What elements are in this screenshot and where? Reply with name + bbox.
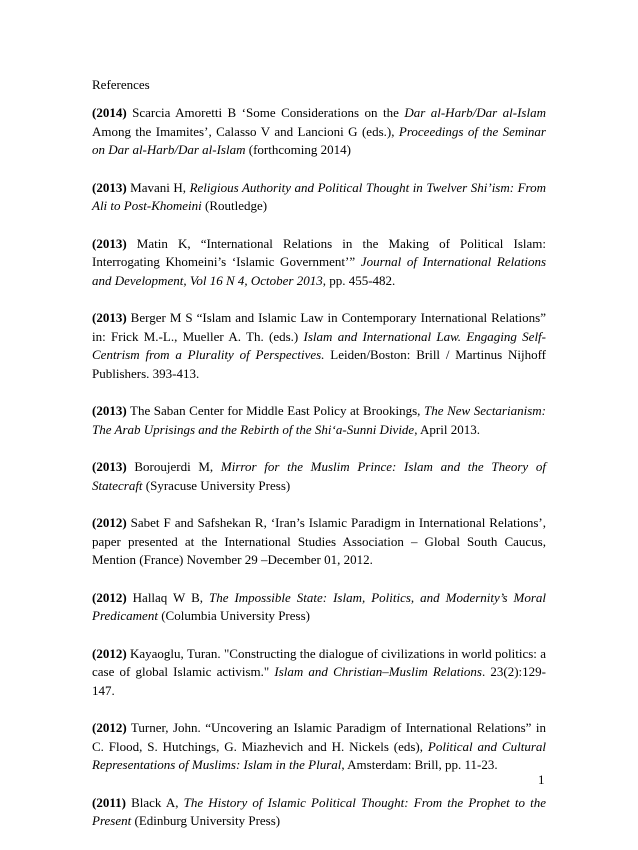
references-heading: References — [92, 77, 150, 92]
reference-year: (2013) — [92, 310, 127, 325]
reference-text: Among the Imamites’, Calasso V and Lancioni G (eds.), — [92, 123, 399, 139]
reference-year: (2013) — [92, 459, 127, 474]
reference-title: Journal of International Relations and Development, Vol 16 N 4, October 2013 — [92, 254, 547, 288]
reference-text: Matin K, “International Relations in the Making of Political Islam: Interrogating Khomeini’s ‘Islamic Government’” — [92, 235, 546, 269]
reference-entry — [92, 589, 546, 626]
reference-text: (forthcoming 2014) — [245, 142, 351, 157]
reference-entry — [92, 794, 546, 831]
reference-year: (2012) — [92, 515, 127, 530]
reference-title: Dar al-Harb/Dar al-Islam — [404, 105, 546, 120]
reference-text: (Edinburg University Press) — [131, 813, 281, 828]
reference-text: Turner, John. “Uncovering an Islamic Paradigm of International Relations” in C. Flood, S. Hutchings, G. Miazhevich and H. Nickels (eds), — [92, 720, 546, 754]
reference-entry — [92, 514, 546, 570]
reference-text: Black A, — [125, 794, 184, 810]
reference-text: Scarcia Amoretti B ‘Some Considerations on the — [126, 105, 405, 120]
reference-text: Hallaq W B, — [126, 589, 209, 605]
reference-entry — [92, 104, 546, 160]
reference-title: Religious Authority and Political Thought in Twelver Shi’ism: From Ali to Post-Khomeini — [92, 179, 546, 213]
reference-text: , Amsterdam: Brill, pp. 11-23. — [341, 757, 498, 772]
reference-title: The History of Islamic Political Thought: From the Prophet to the Present — [92, 794, 546, 828]
reference-text: (Columbia University Press) — [157, 608, 310, 623]
reference-text: , April 2013. — [414, 421, 480, 437]
reference-text: , pp. 455-482. — [322, 272, 396, 288]
reference-year: (2013) — [92, 235, 127, 251]
reference-year: (2013) — [92, 179, 127, 195]
reference-entry — [92, 309, 546, 383]
reference-entry — [92, 402, 546, 439]
reference-title: The Impossible State: Islam, Politics, and Modernity’s Moral Predicament — [92, 589, 546, 623]
reference-text: . 23(2):129-147. — [92, 664, 546, 698]
reference-text: (Routledge) — [201, 198, 268, 213]
reference-text: Berger M S “Islam and Islamic Law in Contemporary International Relations” in: Frick M.-L., Mueller A. Th. (eds.) — [92, 310, 546, 344]
reference-title: Proceedings of the Seminar on Dar al-Harb/Dar al-Islam — [92, 123, 546, 157]
reference-title: Islam and Christian–Muslim Relations — [274, 664, 482, 679]
reference-title: Political and Cultural Representations of Muslims: Islam in the Plural — [92, 738, 546, 772]
reference-year: (2013) — [92, 403, 127, 418]
reference-text: Kayaoglu, Turan. "Constructing the dialogue of civilizations in world politics: a case of global Islamic activism." — [92, 645, 546, 679]
reference-text: Mavani H, — [126, 179, 190, 195]
reference-text: (Syracuse University Press) — [142, 477, 291, 493]
reference-entry — [92, 645, 546, 701]
reference-list — [92, 104, 546, 850]
reference-year: (2014) — [92, 105, 127, 120]
page-number: 1 — [538, 772, 545, 787]
reference-year: (2012) — [92, 645, 127, 661]
reference-title: Islam and International Law. Engaging Self-Centrism from a Plurality of Perspectives. — [92, 328, 546, 362]
reference-year: (2012) — [92, 589, 127, 605]
reference-entry — [92, 235, 546, 291]
reference-title: Mirror for the Muslim Prince: Islam and the Theory of Statecraft — [92, 459, 546, 493]
reference-entry — [92, 179, 546, 216]
reference-title: The New Sectarianism: The Arab Uprisings and the Rebirth of the Shi‘a-Sunni Divide — [92, 403, 546, 437]
reference-text: The Saban Center for Middle East Policy at Brookings, — [126, 403, 424, 418]
reference-year: (2011) — [92, 794, 126, 810]
reference-text: Leiden/Boston: Brill / Martinus Nijhoff Publishers. 393-413. — [92, 347, 546, 381]
reference-entry — [92, 458, 546, 495]
reference-text: Boroujerdi M, — [126, 459, 221, 474]
reference-entry — [92, 719, 546, 775]
reference-year: (2012) — [92, 720, 127, 735]
reference-text: Sabet F and Safshekan R, ‘Iran’s Islamic Paradigm in International Relations’, paper presented at the International Studies Association – Global South Caucus, Mention (France) November 29 –December 01, 2012. — [92, 515, 546, 567]
